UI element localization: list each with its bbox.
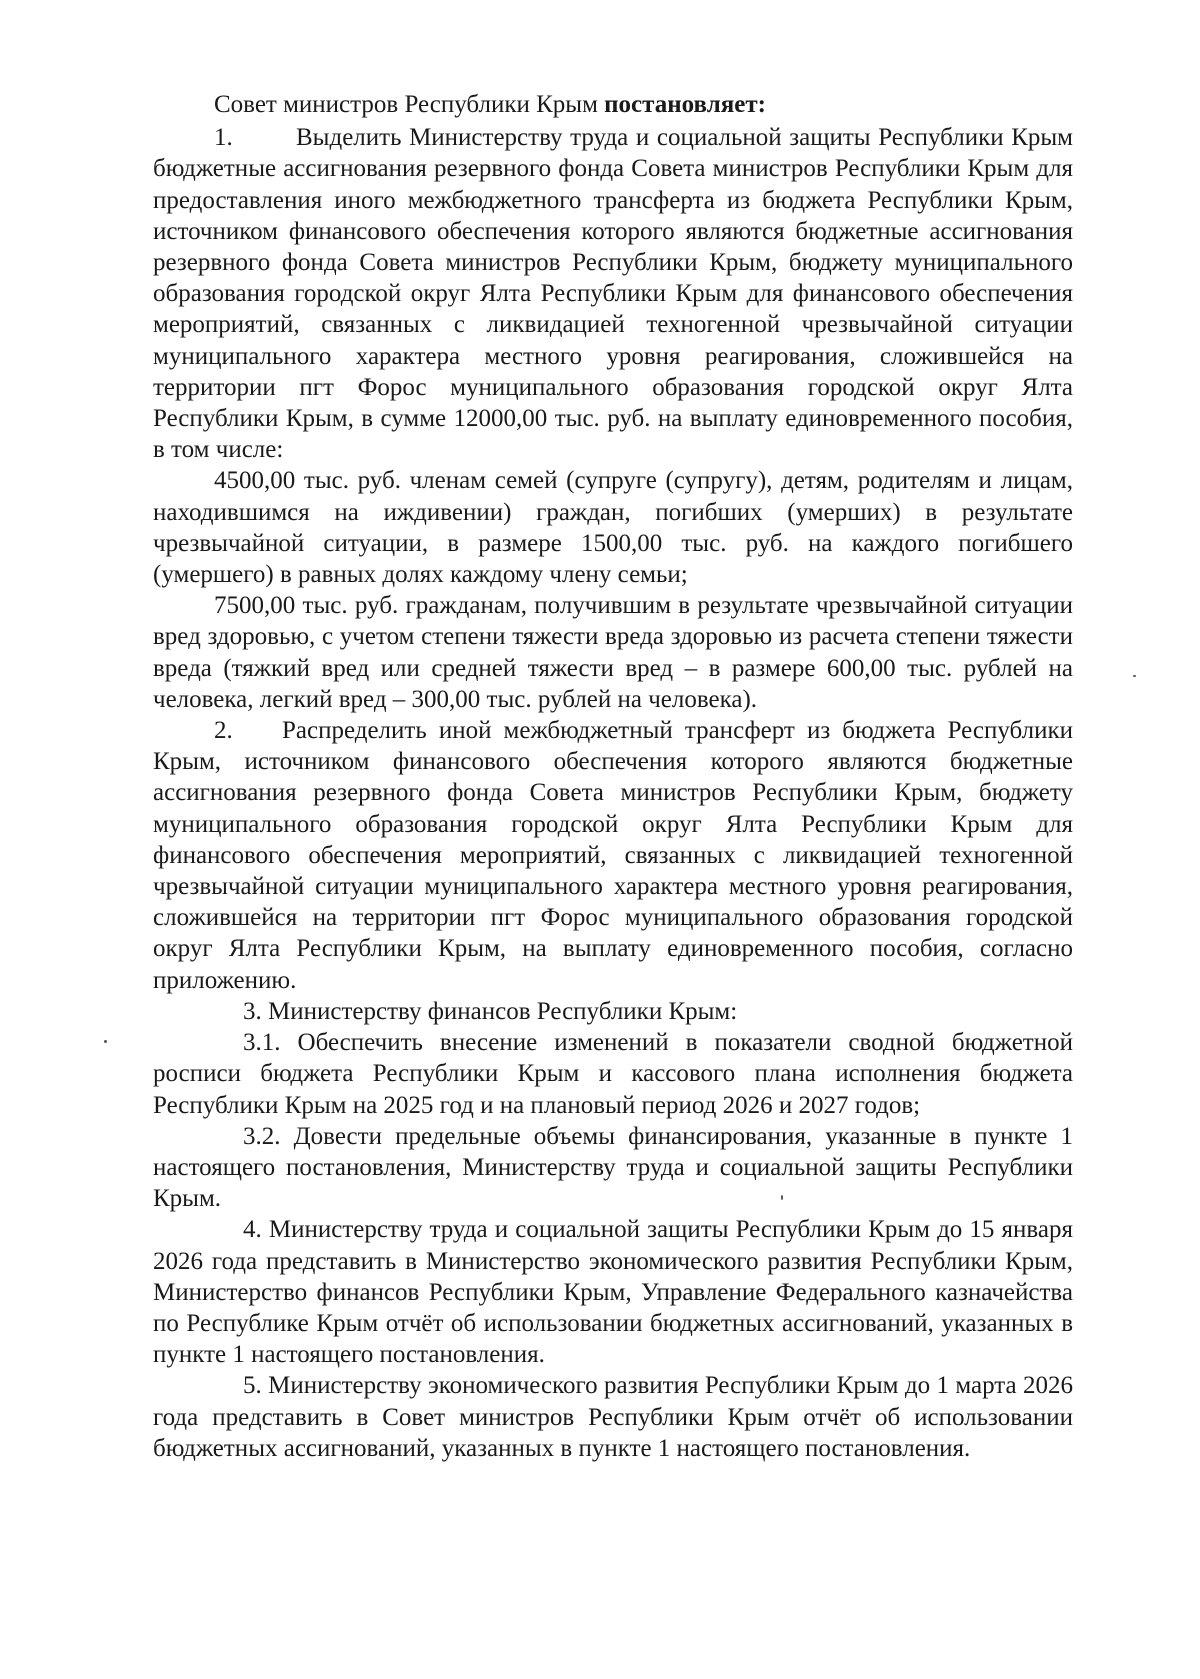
paragraph-1-subitem-1: [153, 465, 1073, 590]
paragraph-3-1: [153, 1027, 1073, 1121]
paragraph-3-1-text: 3.1. Обеспечить внесение изменений в показатели сводной бюджетной росписи бюджета Республики Крым и кассового плана исполнения бюджета Республики Крым на 2025 год и на плановый период 2026 и 2027 годов;: [153, 1029, 1073, 1119]
paragraph-3-2-text: 3.2. Довести предельные объемы финансирования, указанные в пункте 1 настоящего постановления, Министерству труда и социальной защиты Республики Крым.: [153, 1122, 1073, 1213]
intro-lead: Совет министров Республики Крым: [214, 91, 598, 118]
paragraph-5: [153, 1370, 1073, 1464]
paragraph-1: [153, 122, 1073, 465]
resolution-intro: [153, 89, 1073, 120]
paragraph-1-number: 1.: [214, 124, 233, 152]
paragraph-2-number: 2.: [214, 717, 233, 745]
paragraph-1-subitem-2-text: 7500,00 тыс. руб. гражданам, получившим в результате чрезвычайной ситуации вред здоровью, с учетом степени тяжести вреда здоровью из расчета степени тяжести вреда (тяжкий вред или средней тяжести вред – в размере 600,00 тыс. рублей на человека, легкий вред – 300,00 тыс. рублей на человека).: [153, 592, 1073, 713]
paragraph-3: [153, 996, 1073, 1027]
paragraph-5-text: 5. Министерству экономического развития Республики Крым до 1 марта 2026 года представить в Совет министров Республики Крым отчёт об использовании бюджетных ассигнований, указанных в пункте 1 настоящего постановления.: [153, 1372, 1073, 1462]
paragraph-2-text: Распределить иной межбюджетный трансферт из бюджета Республики Крым, источником финансового обеспечения которого являются бюджетные ассигнования резервного фонда Совета министров Республики Крым, бюджету муниципального образования городской округ Ялта Республики Крым для финансового обеспечения мероприятий, связанных с ликвидацией техногенной чрезвычайной ситуации муниципального характера местного уровня реагирования, сложившейся на территории пгт Форос муниципального образования городской округ Ялта Республики Крым, на выплату единовременного пособия, согласно приложению.: [153, 717, 1073, 994]
document-body: [153, 89, 1073, 1464]
paragraph-1-text: Выделить Министерству труда и социальной защиты Республики Крым бюджетные ассигнования резервного фонда Совета министров Республики Крым для предоставления иного межбюджетного трансферта из бюджета Республики Крым, источником финансового обеспечения которого являются бюджетные ассигнования резервного фонда Совета министров Республики Крым, бюджету муниципального образования городской округ Ялта Республики Крым для финансового обеспечения мероприятий, связанных с ликвидацией техногенной чрезвычайной ситуации муниципального характера местного уровня реагирования, сложившейся на территории пгт Форос муниципального образования городской округ Ялта Республики Крым, в сумме 12000,00 тыс. руб. на выплату единовременного пособия, в том числе:: [153, 124, 1073, 464]
scan-speck: [781, 1195, 783, 1200]
paragraph-4: [153, 1214, 1073, 1370]
scan-speck: [1133, 675, 1136, 677]
paragraph-1-subitem-1-text: 4500,00 тыс. руб. членам семей (супруге (супругу), детям, родителям и лицам, находившимся на иждивении) граждан, погибших (умерших) в результате чрезвычайной ситуации, в размере 1500,00 тыс. руб. на каждого погибшего (умершего) в равных долях каждому члену семьи;: [153, 467, 1073, 589]
paragraph-3-text: 3. Министерству финансов Республики Крым:: [243, 997, 738, 1025]
scan-speck: [104, 1040, 107, 1043]
paragraph-1-subitem-2: [153, 590, 1073, 715]
paragraph-3-2: [153, 1121, 1073, 1215]
intro-emphasis: постановляет:: [604, 91, 766, 118]
paragraph-4-text: 4. Министерству труда и социальной защиты Республики Крым до 15 января 2026 года представить в Министерство экономического развития Республики Крым, Министерство финансов Республики Крым, Управление Федерального казначейства по Республике Крым отчёт об использовании бюджетных ассигнований, указанных в пункте 1 настоящего постановления.: [153, 1216, 1073, 1369]
paragraph-2: [153, 715, 1073, 996]
